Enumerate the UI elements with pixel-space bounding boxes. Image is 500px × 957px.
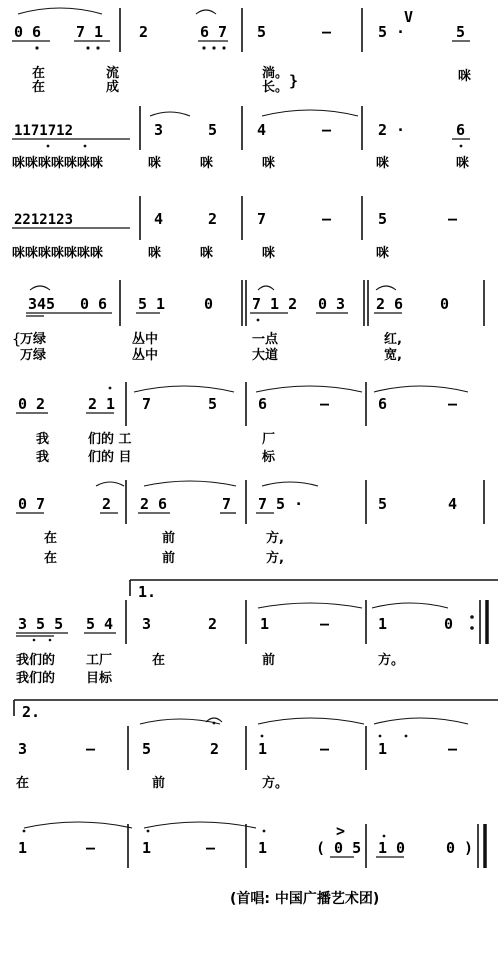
notes: 2: [139, 23, 149, 41]
notation-text: 2: [102, 495, 112, 513]
system-6: [16, 480, 484, 566]
system-5: [16, 382, 468, 465]
lyric-text: 在: [16, 776, 30, 791]
system-9: [18, 822, 485, 868]
notation-text: 7: [142, 395, 152, 413]
notation-text: 6: [456, 121, 466, 139]
notation-text: 0 3: [318, 295, 346, 313]
notes: 5 ·: [378, 23, 406, 41]
notation-text: —: [448, 395, 458, 413]
notation-text: 2: [208, 210, 218, 228]
notes: 6 7: [200, 23, 228, 41]
lyric-text: 前: [162, 551, 176, 566]
brace: }: [289, 72, 299, 90]
lyric-text: 我们的: [16, 671, 56, 686]
lyric-text: 目标: [86, 671, 113, 686]
notation-text: 1: [378, 740, 388, 758]
lyric-text: 大道: [252, 348, 279, 363]
system-2: [12, 106, 470, 171]
notation-text: —: [320, 615, 330, 633]
notation-text: 5: [208, 395, 218, 413]
accent-mark: >: [336, 822, 346, 840]
volta-2: 2.: [22, 703, 41, 721]
notation-text: 1 0: [378, 839, 406, 857]
lyric-text: 方。: [378, 653, 405, 668]
notation-text: 0 2: [18, 395, 46, 413]
lyric-text: 厂: [262, 432, 276, 447]
notation-text: {: [12, 330, 22, 348]
notation-text: 5: [142, 740, 152, 758]
notes: 7 1: [76, 23, 104, 41]
notation-text: 2 1: [88, 395, 116, 413]
lyric-text: 咪: [148, 246, 162, 261]
lyric-text: 丛中: [132, 332, 159, 347]
lyric-text: 咪: [262, 156, 276, 171]
lyric-text: 丛中: [132, 348, 159, 363]
notation-text: 0: [204, 295, 214, 313]
notation-text: 3: [142, 615, 152, 633]
notation-text: 2: [208, 615, 218, 633]
lyric-text: 宽,: [384, 348, 402, 363]
lyric-text: 长。: [262, 80, 289, 95]
lyric-text: 咪: [262, 246, 276, 261]
lyric-text: 咪: [200, 156, 214, 171]
notation-text: 345: [28, 295, 56, 313]
notation-text: —: [448, 210, 458, 228]
lyric-text: 咪: [148, 156, 162, 171]
notation-text: 7: [222, 495, 232, 513]
lyric-text: 在: [32, 80, 46, 95]
notation-text: 0: [444, 615, 454, 633]
notation-text: 1: [18, 839, 28, 857]
lyric-text: 咪: [456, 156, 470, 171]
lyric-text: 们的 工: [88, 432, 132, 447]
notation-text: 1: [142, 839, 152, 857]
notation-text: 7 5 ·: [258, 495, 304, 513]
notation-text: 1: [378, 615, 388, 633]
lyric-text: 在: [152, 653, 166, 668]
lyric-text: 咪: [458, 69, 472, 84]
notation-text: 5: [378, 495, 388, 513]
lyric-text: 流: [106, 66, 120, 81]
notes: 0 6: [14, 23, 42, 41]
lyric-text: 方,: [266, 531, 284, 546]
notation-text: 0: [440, 295, 450, 313]
notation-text: 4: [448, 495, 458, 513]
system-3: [12, 196, 458, 261]
notation-text: 2: [210, 740, 220, 758]
lyric-text: 我们的: [16, 653, 56, 668]
lyric-text: 前: [152, 776, 166, 791]
lyric-text: 咪咪咪咪咪咪咪: [12, 156, 104, 171]
notation-text: —: [448, 740, 458, 758]
notation-text: 3: [18, 740, 28, 758]
notation-text: 4: [154, 210, 164, 228]
lyric-text: 工厂: [86, 653, 113, 668]
system-8: [14, 700, 498, 791]
notation-text: 5 4: [86, 615, 114, 633]
notation-text: —: [320, 740, 330, 758]
notation-text: 2212123: [14, 212, 74, 228]
lyric-text: 方。: [262, 776, 289, 791]
lyric-text: 咪: [376, 246, 390, 261]
volta-1: 1.: [138, 583, 157, 601]
notation-text: —: [320, 395, 330, 413]
system-4: [12, 280, 484, 363]
lyric-text: 咪: [200, 246, 214, 261]
notation-text: 0 7: [18, 495, 46, 513]
notes: —: [322, 23, 332, 41]
performer-credit: (首唱: 中国广播艺术团): [230, 891, 380, 907]
notation-text: 7 1 2: [252, 295, 298, 313]
notation-text: 4: [257, 121, 267, 139]
lyric-text: 们的 目: [88, 450, 132, 465]
lyric-text: 万绿: [20, 348, 47, 363]
breath-mark: V: [404, 8, 414, 26]
notation-text: 7: [257, 210, 267, 228]
notation-text: 2 6: [140, 495, 168, 513]
lyric-text: 成: [106, 80, 120, 95]
lyric-text: 万绿: [20, 332, 47, 347]
notation-text: 5: [378, 210, 388, 228]
system-1: [12, 8, 471, 95]
notation-text: —: [86, 839, 96, 857]
lyric-text: 标: [262, 450, 276, 465]
lyric-text: 红,: [384, 332, 402, 347]
notation-text: 1: [258, 740, 268, 758]
notation-text: 5: [208, 121, 218, 139]
notation-text: 1: [258, 839, 268, 857]
lyric-text: 咪: [376, 156, 390, 171]
lyric-text: 在: [44, 551, 58, 566]
notation-text: 3 5 5: [18, 615, 64, 633]
notation-text: 0 6: [80, 295, 108, 313]
lyric-text: 在: [44, 531, 58, 546]
notation-text: 2 6: [376, 295, 404, 313]
notes: 5: [456, 23, 466, 41]
lyric-text: 我: [36, 432, 50, 447]
lyric-text: 咪咪咪咪咪咪咪: [12, 246, 104, 261]
notation-text: 1: [260, 615, 270, 633]
lyric-text: 前: [262, 653, 276, 668]
notation-text: 6: [258, 395, 268, 413]
lyric-text: 方,: [266, 551, 284, 566]
lyric-text: 在: [32, 66, 46, 81]
notation-text: ( 0 5: [316, 839, 362, 857]
notation-text: —: [322, 121, 332, 139]
lyric-text: 淌。: [262, 66, 289, 81]
notation-text: 6: [378, 395, 388, 413]
system-7: [16, 580, 498, 686]
notation-text: 2 ·: [378, 121, 406, 139]
notation-text: —: [86, 740, 96, 758]
notation-text: —: [322, 210, 332, 228]
lyric-text: 我: [36, 450, 50, 465]
notation-text: 3: [154, 121, 164, 139]
notation-text: —: [206, 839, 216, 857]
notation-text: 5 1: [138, 295, 166, 313]
lyric-text: 一点: [252, 332, 279, 347]
notation-text: 0 ): [446, 839, 474, 857]
lyric-text: 前: [162, 531, 176, 546]
notes: 5: [257, 23, 267, 41]
notation-text: 1171712: [14, 123, 74, 139]
